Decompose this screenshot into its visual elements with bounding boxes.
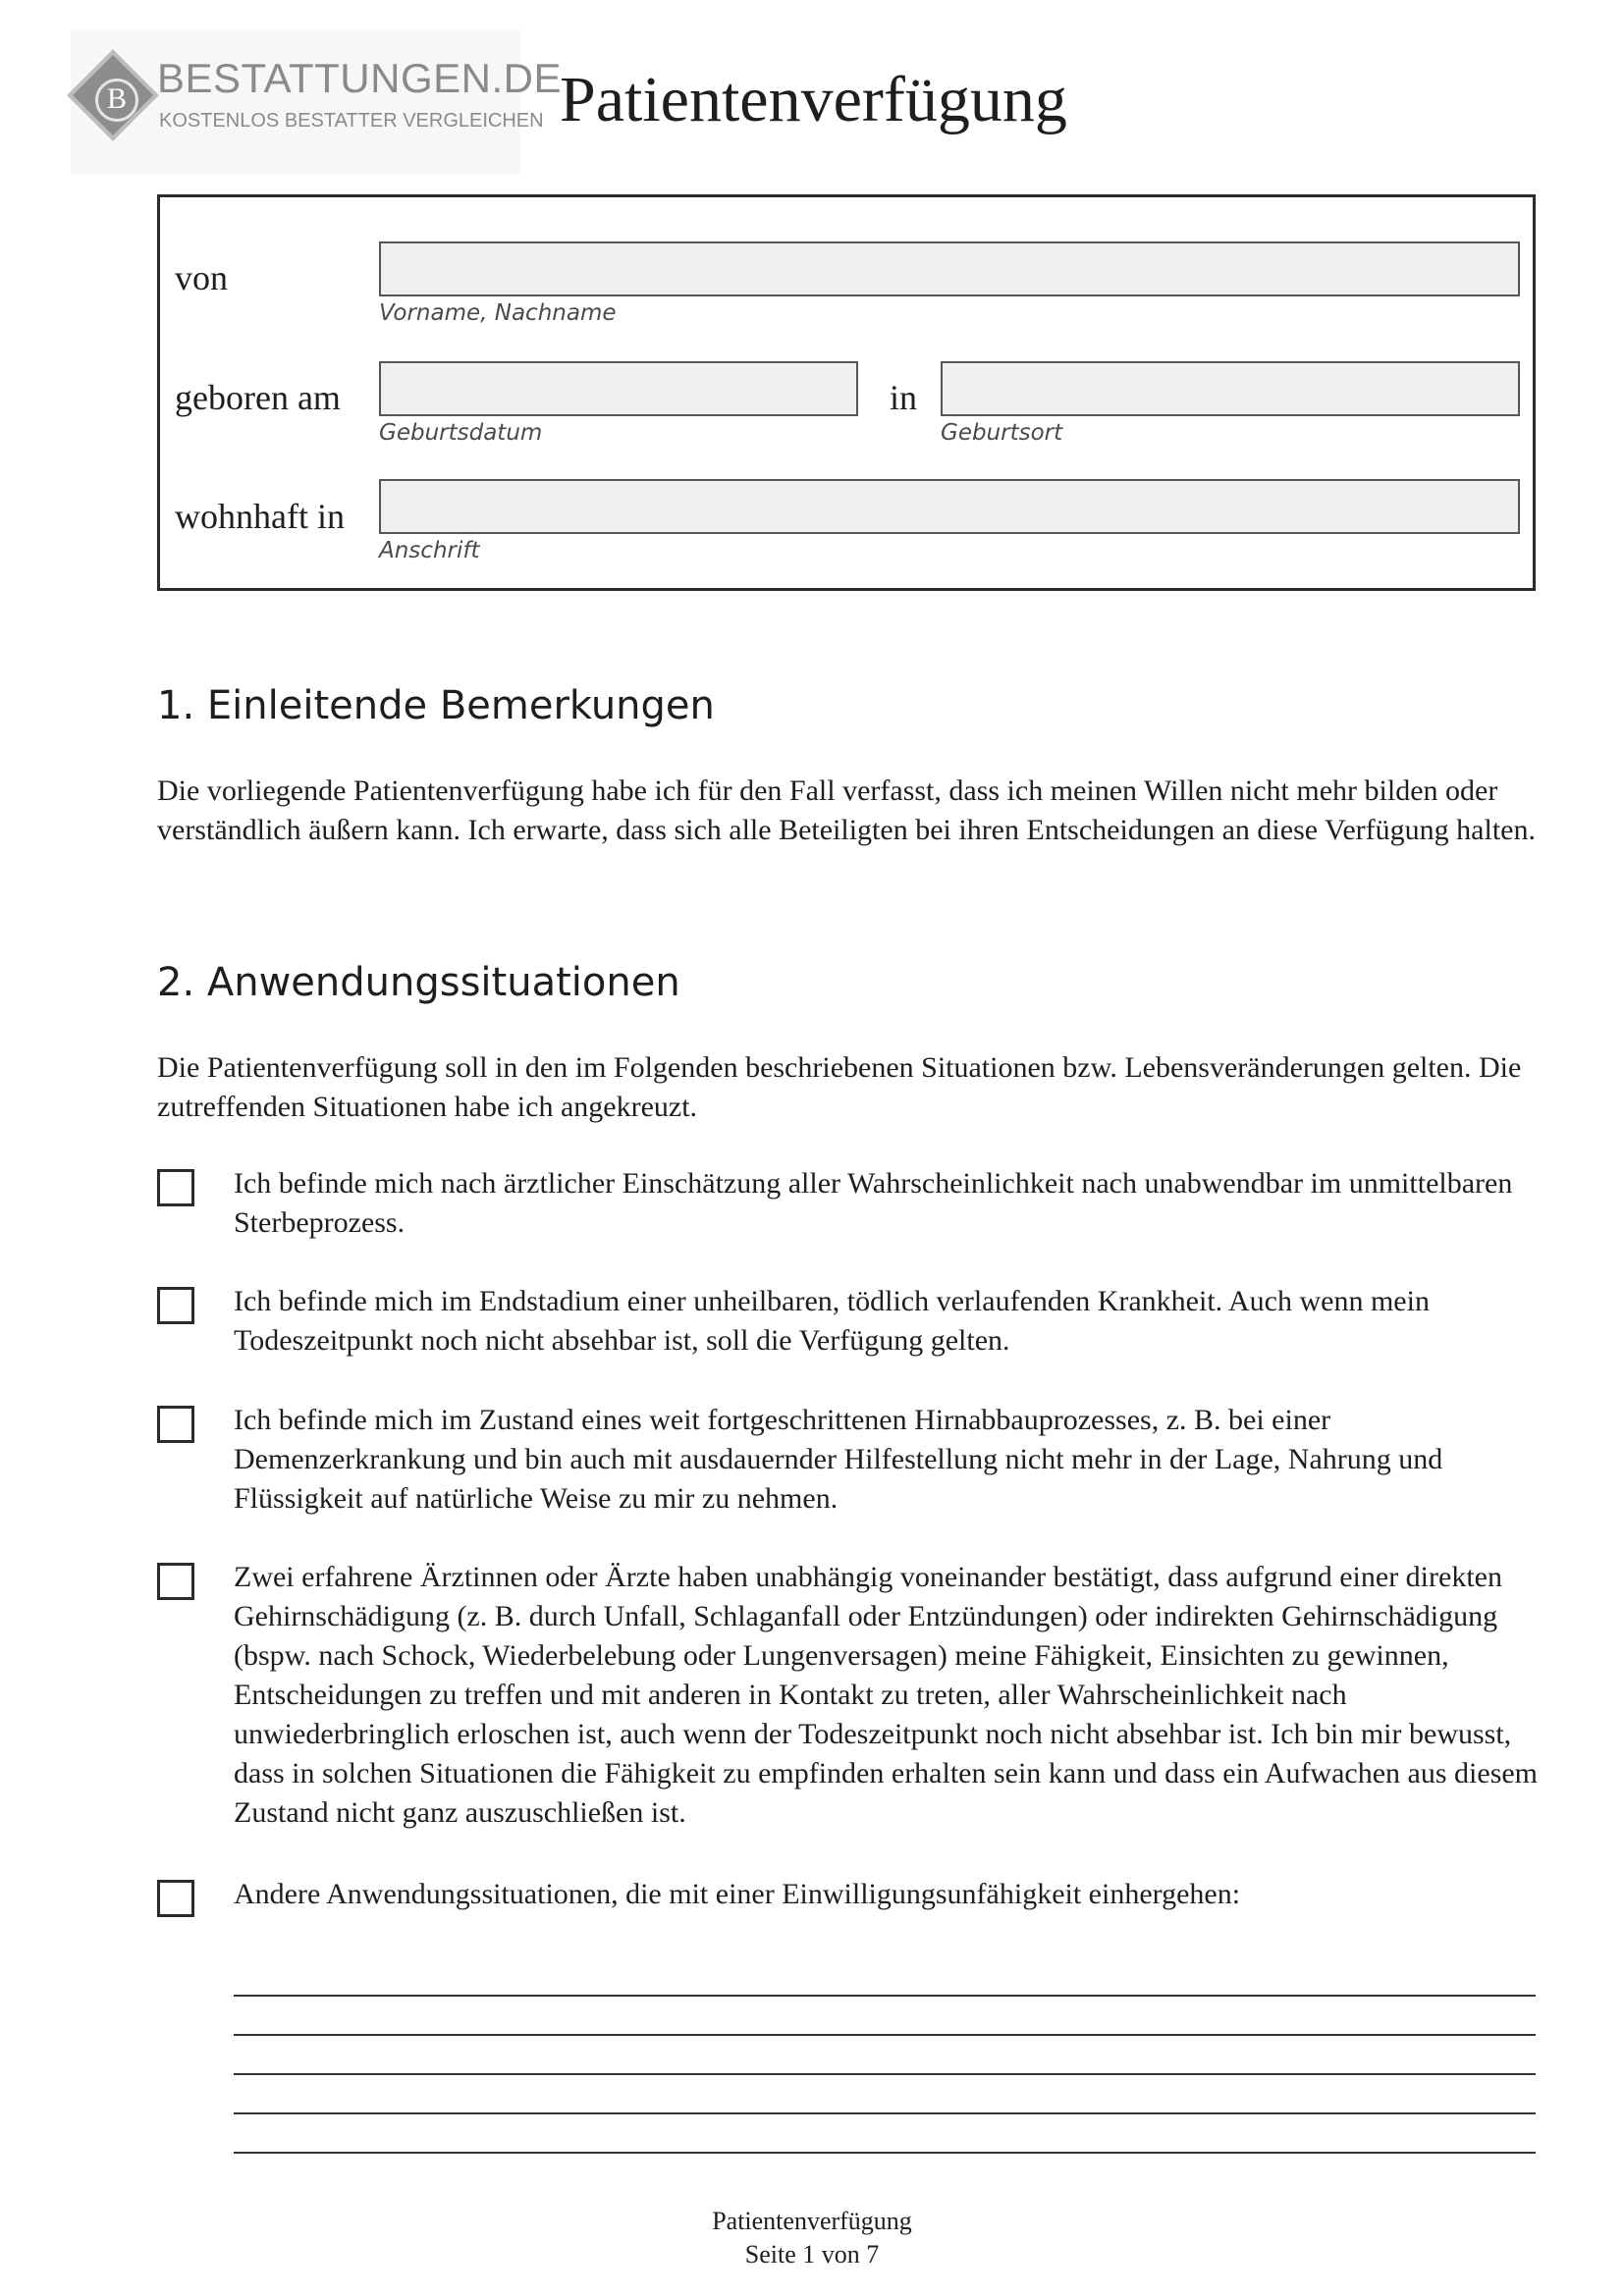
page-footer — [0, 2205, 1624, 2271]
section-2-paragraph: Die Patientenverfügung soll in den im Folgenden beschriebenen Situationen bzw. Lebensveränderungen gelten. Die zutreffenden Situationen habe ich angekreuzt. — [157, 1051, 1522, 1123]
hint-birthplace: Geburtsort — [941, 420, 1063, 446]
brand-logo — [71, 29, 562, 175]
document-title: Patientenverfügung — [560, 64, 1067, 135]
footer-title: Patientenverfügung — [712, 2207, 912, 2235]
hint-address: Anschrift — [379, 538, 480, 563]
logo-tagline: KOSTENLOS BESTATTER VERGLEICHEN — [159, 110, 544, 132]
section-1-paragraph: Die vorliegende Patientenverfügung habe ich für den Fall verfasst, dass ich meinen Willen nicht mehr bilden oder verständlich äußern kann. Ich erwarte, dass sich alle Beteiligten bei ihren Entscheidungen an diese Verfügung halten. — [157, 774, 1536, 846]
label-geboren-am: geboren am — [175, 378, 341, 417]
option-1-text: Ich befinde mich nach ärztlicher Einschätzung aller Wahrscheinlichkeit nach unabwendbar im unmittelbaren Sterbeprozess. — [234, 1167, 1513, 1239]
option-4-text: Zwei erfahrene Ärztinnen oder Ärzte haben unabhängig voneinander bestätigt, dass aufgrund einer direkten Gehirnschädigung (z. B. durch Unfall, Schlaganfall oder Entzündungen) oder indirekten Gehirnschädigung (bspw. nach Schock, Wiederbelebung oder Lungenversagen) meine Fähigkeit, Einsichten zu gewinnen, Entscheidungen zu treffen und mit anderen in Kontakt zu treten, aller Wahrscheinlichkeit nach unwiederbringlich erloschen ist, auch wenn der Todeszeitpunkt noch nicht absehbar ist. Ich bin mir bewusst, dass in solchen Situationen die Fähigkeit zu empfinden erhalten sein kann und dass ein Aufwachen aus diesem Zustand nicht ganz auszuschließen ist. — [234, 1561, 1539, 1829]
write-in-line[interactable] — [234, 2152, 1536, 2154]
address-input[interactable] — [379, 479, 1520, 534]
write-in-line[interactable] — [234, 2112, 1536, 2114]
logo-brand-name: BESTATTUNGEN.DE — [157, 55, 562, 101]
birthplace-input[interactable] — [941, 361, 1520, 416]
checkbox-option-1[interactable] — [157, 1169, 194, 1206]
birthdate-input[interactable] — [379, 361, 858, 416]
option-5-text: Andere Anwendungssituationen, die mit einer Einwilligungsunfähigkeit einhergehen: — [234, 1878, 1241, 1910]
section-1-heading: 1. Einleitende Bemerkungen — [157, 683, 715, 728]
checkbox-option-2[interactable] — [157, 1287, 194, 1324]
section-2-heading: 2. Anwendungssituationen — [157, 960, 680, 1005]
checkbox-option-3[interactable] — [157, 1406, 194, 1443]
option-2-text: Ich befinde mich im Endstadium einer unheilbaren, tödlich verlaufenden Krankheit. Auch wenn mein Todeszeitpunkt noch nicht absehbar ist, soll die Verfügung gelten. — [234, 1285, 1430, 1357]
hint-birthdate: Geburtsdatum — [379, 420, 543, 446]
label-wohnhaft-in: wohnhaft in — [175, 497, 345, 536]
checkbox-option-4[interactable] — [157, 1563, 194, 1600]
option-3-text: Ich befinde mich im Zustand eines weit fortgeschrittenen Hirnabbauprozesses, z. B. bei einer Demenzerkrankung und bin auch mit ausdauernder Hilfestellung nicht mehr in der Lage, Nahrung und Flüssigkeit auf natürliche Weise zu mir zu nehmen. — [234, 1404, 1443, 1515]
write-in-line[interactable] — [234, 1995, 1536, 1997]
label-von: von — [175, 258, 228, 297]
write-in-line[interactable] — [234, 2073, 1536, 2075]
checkbox-option-5[interactable] — [157, 1880, 194, 1917]
name-input[interactable] — [379, 241, 1520, 296]
write-in-line[interactable] — [234, 2034, 1536, 2036]
page-number: Seite 1 von 7 — [744, 2240, 880, 2269]
emblem-letter: B — [95, 79, 138, 122]
label-in: in — [890, 378, 918, 417]
hint-name: Vorname, Nachname — [379, 300, 617, 326]
